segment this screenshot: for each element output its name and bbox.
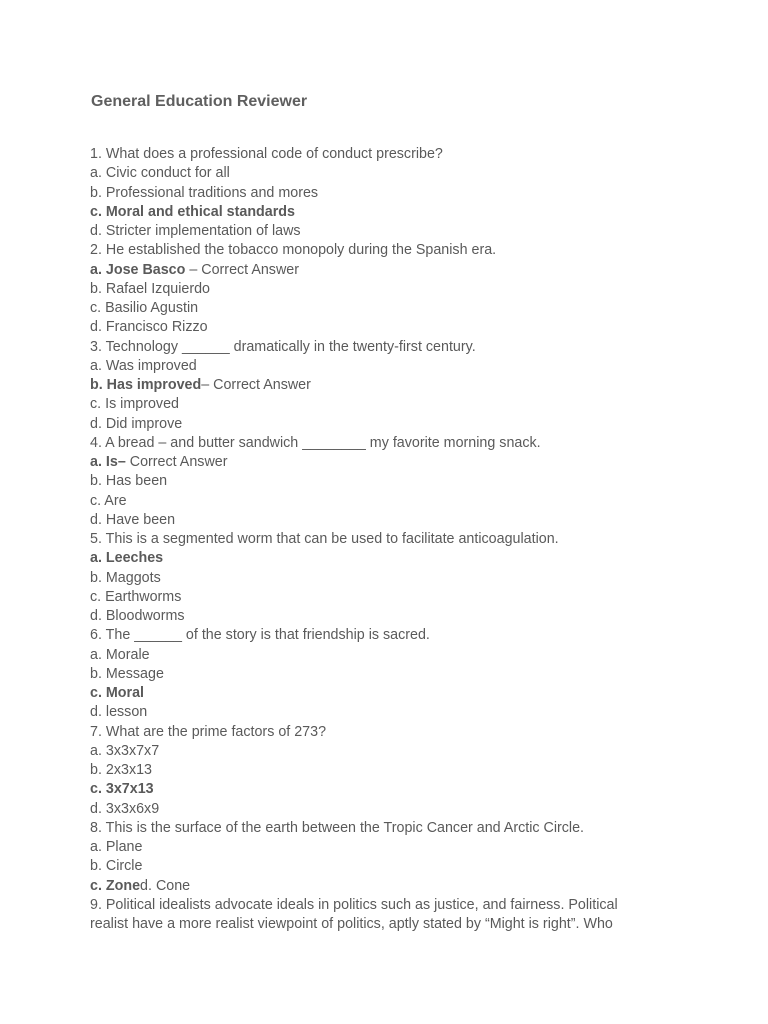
text-line [90, 857, 710, 876]
line-text: 9. Political idealists advocate ideals in politics such as justice, and fairness. Political [90, 896, 618, 913]
line-text: b. Circle [90, 858, 143, 875]
text-line [90, 357, 710, 376]
line-text: c. Basilio Agustin [90, 300, 199, 316]
text-line [90, 877, 710, 896]
line-text: d. lesson [90, 704, 148, 721]
text-line [90, 318, 710, 337]
line-text: d. Bloodworms [90, 608, 185, 624]
answer-text: c. Zone [90, 877, 141, 894]
line-text: 4. A bread – and butter sandwich ________ my favorite morning snack. [90, 434, 541, 451]
text-line [90, 549, 710, 568]
text-line [90, 280, 710, 299]
text-line [90, 742, 710, 761]
text-line [90, 299, 710, 318]
text-line [90, 703, 710, 722]
line-text: a. Plane [90, 839, 143, 855]
line-text: 7. What are the prime factors of 273? [90, 723, 327, 740]
text-line [90, 376, 710, 395]
text-line [90, 453, 710, 472]
line-text: 5. This is a segmented worm that can be used to facilitate anticoagulation. [90, 531, 559, 547]
line-text: a. 3x3x7x7 [90, 742, 160, 759]
text-line [90, 184, 710, 203]
text-line [90, 819, 710, 838]
document-title: General Education Reviewer [91, 93, 308, 110]
text-line [90, 164, 710, 183]
text-line [90, 915, 710, 934]
text-line [90, 203, 710, 222]
answer-text: c. Moral and ethical standards [90, 203, 295, 220]
line-text: a. Morale [90, 646, 150, 663]
line-text: 2. He established the tobacco monopoly during the Spanish era. [90, 242, 497, 259]
line-text: c. Is improved [90, 396, 179, 413]
text-line [90, 896, 710, 915]
text-line [90, 761, 710, 780]
line-text: b. Rafael Izquierdo [90, 280, 211, 297]
line-text: – Correct Answer [185, 261, 299, 278]
text-line [90, 261, 710, 280]
line-text: b. 2x3x13 [90, 762, 152, 778]
text-line [90, 434, 710, 453]
line-text: b. Maggots [90, 569, 161, 586]
line-text: b. Professional traditions and mores [90, 184, 319, 201]
text-line [90, 569, 710, 588]
line-text: 3. Technology ______ dramatically in the twenty-first century. [90, 338, 476, 355]
text-line [90, 395, 710, 414]
text-line [90, 241, 710, 260]
line-text: d. Stricter implementation of laws [90, 223, 301, 239]
text-line [90, 511, 710, 530]
text-line [90, 626, 710, 645]
text-line [90, 665, 710, 684]
text-line [90, 780, 710, 799]
line-text: a. Was improved [90, 357, 197, 374]
answer-text: a. Jose Basco [90, 261, 186, 278]
line-text: d. Cone [140, 877, 191, 894]
line-text: 1. What does a professional code of conduct prescribe? [90, 146, 443, 162]
line-text: 8. This is the surface of the earth between the Tropic Cancer and Arctic Circle. [90, 819, 585, 836]
answer-text: b. Has improved [90, 377, 202, 393]
text-line [90, 145, 710, 164]
line-text: a. Civic conduct for all [90, 165, 230, 182]
line-text: d. 3x3x6x9 [90, 800, 160, 817]
text-line [90, 588, 710, 607]
text-line [90, 338, 710, 357]
answer-text: a. Is– [90, 454, 126, 470]
line-text: – Correct Answer [201, 377, 311, 393]
line-text: 6. The ______ of the story is that friendship is sacred. [90, 627, 430, 644]
line-text: d. Francisco Rizzo [90, 319, 208, 336]
answer-text: c. 3x7x13 [90, 781, 154, 798]
line-text: c. Are [90, 492, 127, 509]
text-line [90, 607, 710, 626]
text-line [90, 800, 710, 819]
line-text: d. Have been [90, 511, 176, 528]
text-line [90, 222, 710, 241]
text-line [90, 646, 710, 665]
line-text: realist have a more realist viewpoint of politics, aptly stated by “Might is right”. Who [90, 916, 613, 932]
text-line [90, 415, 710, 434]
text-line [90, 838, 710, 857]
answer-text: a. Leeches [90, 550, 164, 567]
line-text: b. Has been [90, 473, 168, 490]
line-text: d. Did improve [90, 415, 183, 432]
text-line [90, 723, 710, 742]
document-body [90, 145, 710, 934]
line-text: c. Earthworms [90, 588, 182, 605]
text-line [90, 684, 710, 703]
line-text: Correct Answer [125, 454, 228, 470]
text-line [90, 530, 710, 549]
line-text: b. Message [90, 665, 164, 682]
text-line [90, 492, 710, 511]
answer-text: c. Moral [90, 685, 145, 701]
text-line [90, 472, 710, 491]
